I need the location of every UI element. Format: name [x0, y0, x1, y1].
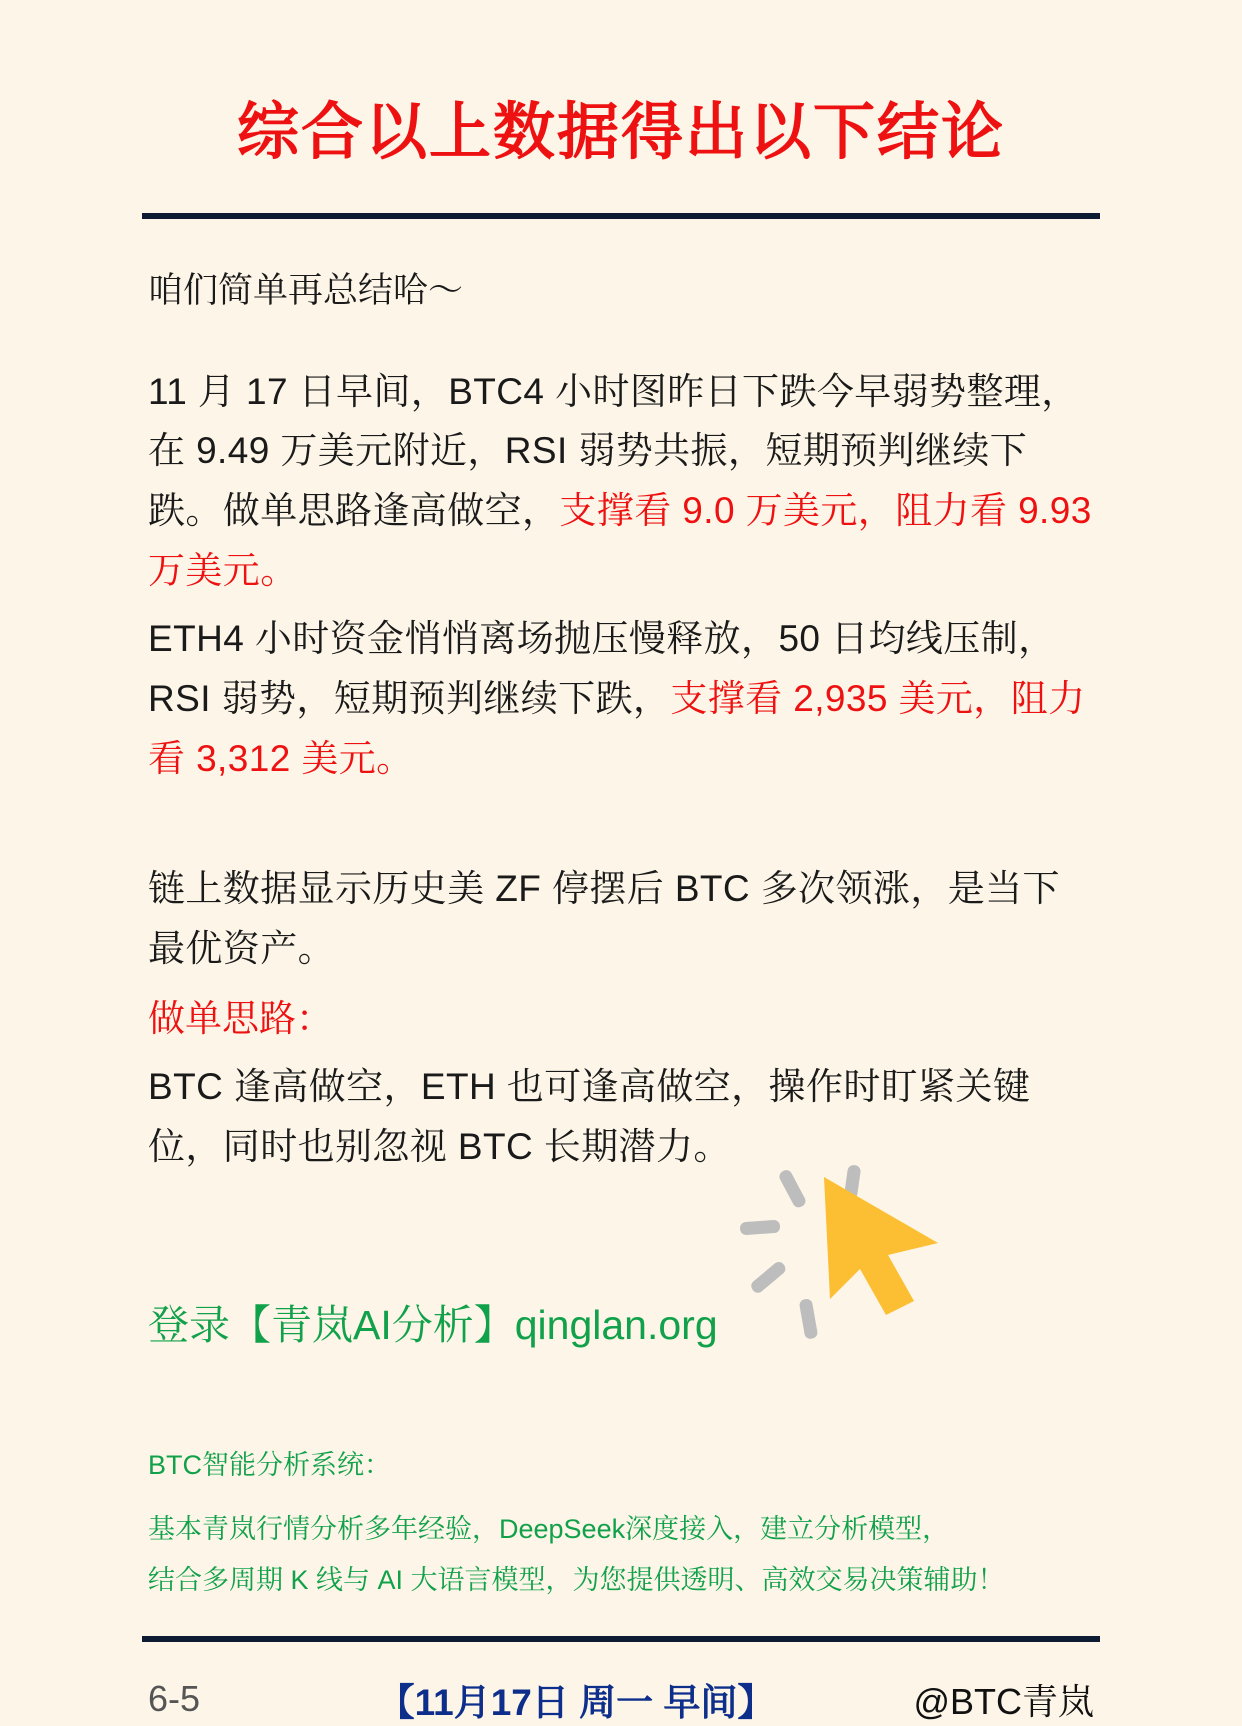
page-number: 6-5	[148, 1678, 201, 1720]
footer-date: 【11月17日 周一 早间】	[377, 1682, 775, 1724]
strategy-label: 做单思路：	[148, 997, 333, 1039]
eth-summary-paragraph	[148, 609, 1094, 789]
intro-text: 咱们简单再总结哈～	[148, 271, 464, 311]
divider-top	[142, 213, 1100, 219]
footer	[148, 1672, 1094, 1726]
onchain-paragraph: 链上数据显示历史美 ZF 停摆后 BTC 多次领涨，是当下最优资产。	[148, 868, 1060, 970]
cursor-click-icon	[728, 1159, 958, 1349]
page-title: 综合以上数据得出以下结论	[236, 97, 1005, 167]
eth-summary-black: ETH4 小时资金悄悄离场抛压慢释放，50 日均线压制，RSI 弱势，短期预判继续下跌，	[148, 618, 1056, 720]
promo-row	[148, 1247, 1094, 1397]
btc-levels-red: 支撑看 9.0 万美元，阻力看 9.93 万美元。	[148, 490, 1092, 592]
author-handle: @BTC青岚	[913, 1680, 1094, 1722]
btc-summary-paragraph	[148, 362, 1094, 602]
system-description	[148, 1443, 1094, 1607]
poster-page	[0, 42, 1242, 1724]
system-title: BTC智能分析系统：	[148, 1449, 391, 1480]
system-line-1: 基本青岚行情分析多年经验，DeepSeek深度接入，建立分析模型，	[148, 1513, 950, 1544]
btc-summary-black: 11 月 17 日早间，BTC4 小时图昨日下跌今早弱势整理，在 9.49 万美元附近，RSI 弱势共振，短期预判继续下跌。做单思路逢高做空，	[148, 370, 1079, 532]
system-line-2: 结合多周期 K 线与 AI 大语言模型，为您提供透明、高效交易决策辅助！	[148, 1565, 1005, 1596]
strategy-paragraph: BTC 逢高做空，ETH 也可逢高做空，操作时盯紧关键位，同时也别忽视 BTC 长期潜力。	[148, 1065, 1031, 1167]
promo-link-text[interactable]: 登录【青岚AI分析】qinglan.org	[148, 1302, 718, 1349]
divider-bottom	[142, 1636, 1100, 1642]
eth-levels-red: 支撑看 2,935 美元，阻力看 3,312 美元。	[148, 678, 1086, 780]
paragraph-spacer	[148, 789, 1094, 815]
